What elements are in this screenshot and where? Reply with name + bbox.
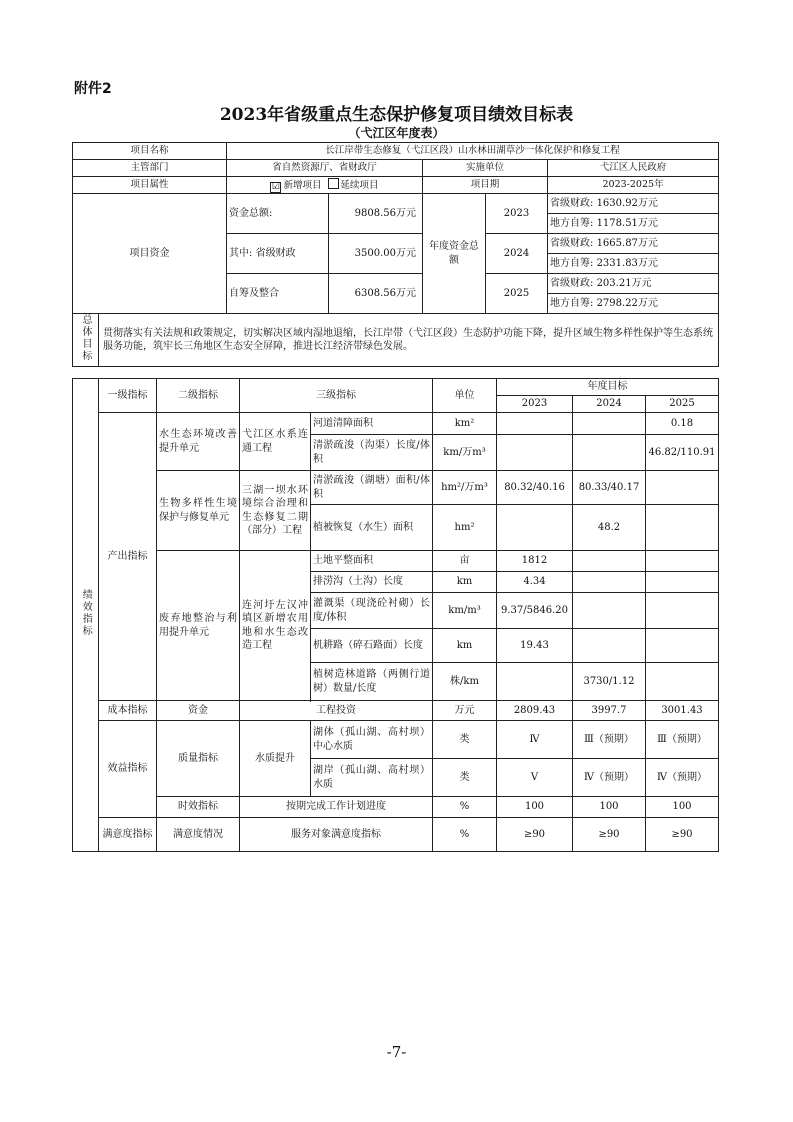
r4-v2: 48.2 [573, 505, 646, 551]
prov-value: 3500.00万元 [329, 234, 423, 274]
y2025-prov: 省级财政: 203.21万元 [548, 274, 719, 294]
annual-label-text: 年度资金总额 [429, 241, 480, 266]
r6-v2 [573, 572, 646, 593]
r5-v2 [573, 551, 646, 572]
r6-v3 [646, 572, 719, 593]
r3-v3 [646, 471, 719, 505]
empty-checkbox-icon[interactable] [328, 178, 339, 189]
cost-l2: 资金 [157, 701, 240, 721]
q2-unit: 类 [433, 759, 497, 797]
sat-l2: 满意度情况 [157, 818, 240, 852]
checked-checkbox-icon[interactable]: ☑ [271, 181, 280, 192]
row-r3 [73, 471, 719, 505]
y2024-prov: 省级财政: 1665.87万元 [548, 234, 719, 254]
cost-unit: 万元 [433, 701, 497, 721]
r9-v1 [497, 663, 573, 701]
r7-unit: km/m³ [433, 593, 497, 629]
r1-v3: 0.18 [646, 413, 719, 435]
r8-unit: km [433, 629, 497, 663]
r2-v2 [573, 435, 646, 471]
r5-v3 [646, 551, 719, 572]
row-r1 [73, 413, 719, 435]
sat-v3: ≥90 [646, 818, 719, 852]
period-value: 2023-2025年 [548, 177, 719, 194]
year-2025: 2025 [486, 274, 548, 314]
sat-v2: ≥90 [573, 818, 646, 852]
year-2023: 2023 [486, 194, 548, 234]
h-y1: 2023 [497, 396, 573, 413]
dept-value: 省自然资源厅、省财政厅 [227, 160, 423, 177]
r3-name: 清淤疏浚（湖塘）面积/体积 [311, 471, 433, 505]
total-value: 9808.56万元 [329, 194, 423, 234]
r9-v2: 3730/1.12 [573, 663, 646, 701]
h-unit: 单位 [433, 379, 497, 413]
row-goal [73, 314, 719, 367]
sat-unit: % [433, 818, 497, 852]
page-subtitle: （弋江区年度表） [348, 126, 445, 140]
r1-v2 [573, 413, 646, 435]
row-cost [73, 701, 719, 721]
attr-value [227, 177, 423, 194]
r3-v2: 80.33/40.17 [573, 471, 646, 505]
y2023-prov: 省级财政: 1630.92万元 [548, 194, 719, 214]
sat-l3: 服务对象满意度指标 [240, 818, 433, 852]
attachment-label: 附件2 [74, 81, 112, 97]
h-l1: 一级指标 [99, 379, 157, 413]
r9-v3 [646, 663, 719, 701]
r2-v3: 46.82/110.91 [646, 435, 719, 471]
cost-v1: 2809.43 [497, 701, 573, 721]
g2-l3: 三湖一坝水环境综合治理和生态修复二期（部分）工程 [240, 471, 311, 551]
r9-unit: 株/km [433, 663, 497, 701]
sat-label: 满意度指标 [99, 818, 157, 852]
q1-unit: 类 [433, 721, 497, 759]
row-r5 [73, 551, 719, 572]
output-label: 产出指标 [99, 413, 157, 701]
dept-label: 主管部门 [73, 160, 227, 177]
q1-v2: Ⅲ（预期） [573, 721, 646, 759]
r5-v1: 1812 [497, 551, 573, 572]
self-label: 自筹及整合 [227, 274, 329, 314]
annual-label [423, 194, 486, 314]
r4-unit: hm² [433, 505, 497, 551]
unit-label: 实施单位 [423, 160, 548, 177]
row-funds-1 [73, 194, 719, 214]
r1-unit: km² [433, 413, 497, 435]
benefit-label: 效益指标 [99, 721, 157, 818]
r7-name: 灌溉渠（现浇砼衬砌）长度/体积 [311, 593, 433, 629]
goal-text: 贯彻落实有关法规和政策规定，切实解决区域内湿地退缩，长江岸带（弋江区段）生态防护功能下降，提升区域生物多样性保护等生态系统服务功能，筑牢长三角地区生态安全屏障，推进长江经济带绿色发展。 [99, 314, 719, 367]
perf-label [73, 379, 99, 852]
g3-l2: 废弃地整治与利用提升单元 [157, 551, 240, 701]
r5-unit: 亩 [433, 551, 497, 572]
quality-label: 质量指标 [157, 721, 240, 797]
h-l2: 二级指标 [157, 379, 240, 413]
page-title: 2023年省级重点生态保护修复项目绩效目标表 [219, 105, 574, 125]
performance-table [72, 378, 719, 852]
r7-v2 [573, 593, 646, 629]
r8-v1: 19.43 [497, 629, 573, 663]
year-2024: 2024 [486, 234, 548, 274]
g1-l2: 水生态环境改善提升单元 [157, 413, 240, 471]
h-annual: 年度目标 [497, 379, 719, 396]
r6-unit: km [433, 572, 497, 593]
r6-v1: 4.34 [497, 572, 573, 593]
r2-unit: km/万m³ [433, 435, 497, 471]
unit-value: 弋江区人民政府 [548, 160, 719, 177]
cost-v3: 3001.43 [646, 701, 719, 721]
time-unit: % [433, 797, 497, 818]
r5-name: 土地平整面积 [311, 551, 433, 572]
r3-v1: 80.32/40.16 [497, 471, 573, 505]
q2-v1: Ⅴ [497, 759, 573, 797]
q2-name: 湖岸（孤山湖、高村坝）水质 [311, 759, 433, 797]
time-v2: 100 [573, 797, 646, 818]
goal-label [73, 314, 99, 367]
g3-l3: 连河圩左汉冲填区新增农用地和水生态改造工程 [240, 551, 311, 701]
h-l3: 三级指标 [240, 379, 433, 413]
r4-v3 [646, 505, 719, 551]
attr-label: 项目属性 [73, 177, 227, 194]
q1-v1: Ⅳ [497, 721, 573, 759]
y2024-local: 地方自筹: 2331.83万元 [548, 254, 719, 274]
r7-v1: 9.37/5846.20 [497, 593, 573, 629]
r1-name: 河道清障面积 [311, 413, 433, 435]
r2-v1 [497, 435, 573, 471]
r8-v3 [646, 629, 719, 663]
goal-label-text: 总体目标 [80, 314, 91, 362]
r7-v3 [646, 593, 719, 629]
perf-header-1 [73, 379, 719, 396]
perf-label-text: 绩效指标 [80, 588, 92, 637]
q2-v3: Ⅳ（预期） [646, 759, 719, 797]
funds-label: 项目资金 [73, 194, 227, 314]
r1-v1 [497, 413, 573, 435]
q1-name: 湖体（孤山湖、高村坝）中心水质 [311, 721, 433, 759]
project-info-table [72, 142, 719, 367]
water-label: 水质提升 [240, 721, 311, 797]
time-v1: 100 [497, 797, 573, 818]
row-attr [73, 177, 719, 194]
r4-v1 [497, 505, 573, 551]
cost-l3: 工程投资 [240, 701, 433, 721]
row-project-name [73, 143, 719, 160]
attr-cont-label: 延续项目 [340, 179, 379, 191]
r9-name: 植树造林道路（两侧行道树）数量/长度 [311, 663, 433, 701]
period-label: 项目期 [423, 177, 548, 194]
r4-name: 植被恢复（水生）面积 [311, 505, 433, 551]
r8-name: 机耕路（碎石路面）长度 [311, 629, 433, 663]
r3-unit: hm²/万m³ [433, 471, 497, 505]
project-name: 长江岸带生态修复（弋江区段）山水林田湖草沙一体化保护和修复工程 [227, 143, 719, 160]
row-sat [73, 818, 719, 852]
row-q1 [73, 721, 719, 759]
cost-label: 成本指标 [99, 701, 157, 721]
row-time [73, 797, 719, 818]
page-number: -7- [386, 1043, 407, 1061]
y2025-local: 地方自筹: 2798.22万元 [548, 294, 719, 314]
total-label: 资金总额: [227, 194, 329, 234]
r2-name: 清淤疏浚（沟渠）长度/体积 [311, 435, 433, 471]
r8-v2 [573, 629, 646, 663]
time-l3: 按期完成工作计划进度 [240, 797, 433, 818]
time-v3: 100 [646, 797, 719, 818]
project-name-label: 项目名称 [73, 143, 227, 160]
sat-v1: ≥90 [497, 818, 573, 852]
q1-v3: Ⅲ（预期） [646, 721, 719, 759]
attr-new-label: 新增项目 [283, 179, 322, 191]
y2023-local: 地方自筹: 1178.51万元 [548, 214, 719, 234]
h-y2: 2024 [573, 396, 646, 413]
prov-label: 其中: 省级财政 [227, 234, 329, 274]
q2-v2: Ⅳ（预期） [573, 759, 646, 797]
h-y3: 2025 [646, 396, 719, 413]
self-value: 6308.56万元 [329, 274, 423, 314]
g2-l2: 生物多样性生境保护与修复单元 [157, 471, 240, 551]
row-dept [73, 160, 719, 177]
cost-v2: 3997.7 [573, 701, 646, 721]
g1-l3: 弋江区水系连通工程 [240, 413, 311, 471]
time-l2: 时效指标 [157, 797, 240, 818]
r6-name: 排涝沟（土沟）长度 [311, 572, 433, 593]
